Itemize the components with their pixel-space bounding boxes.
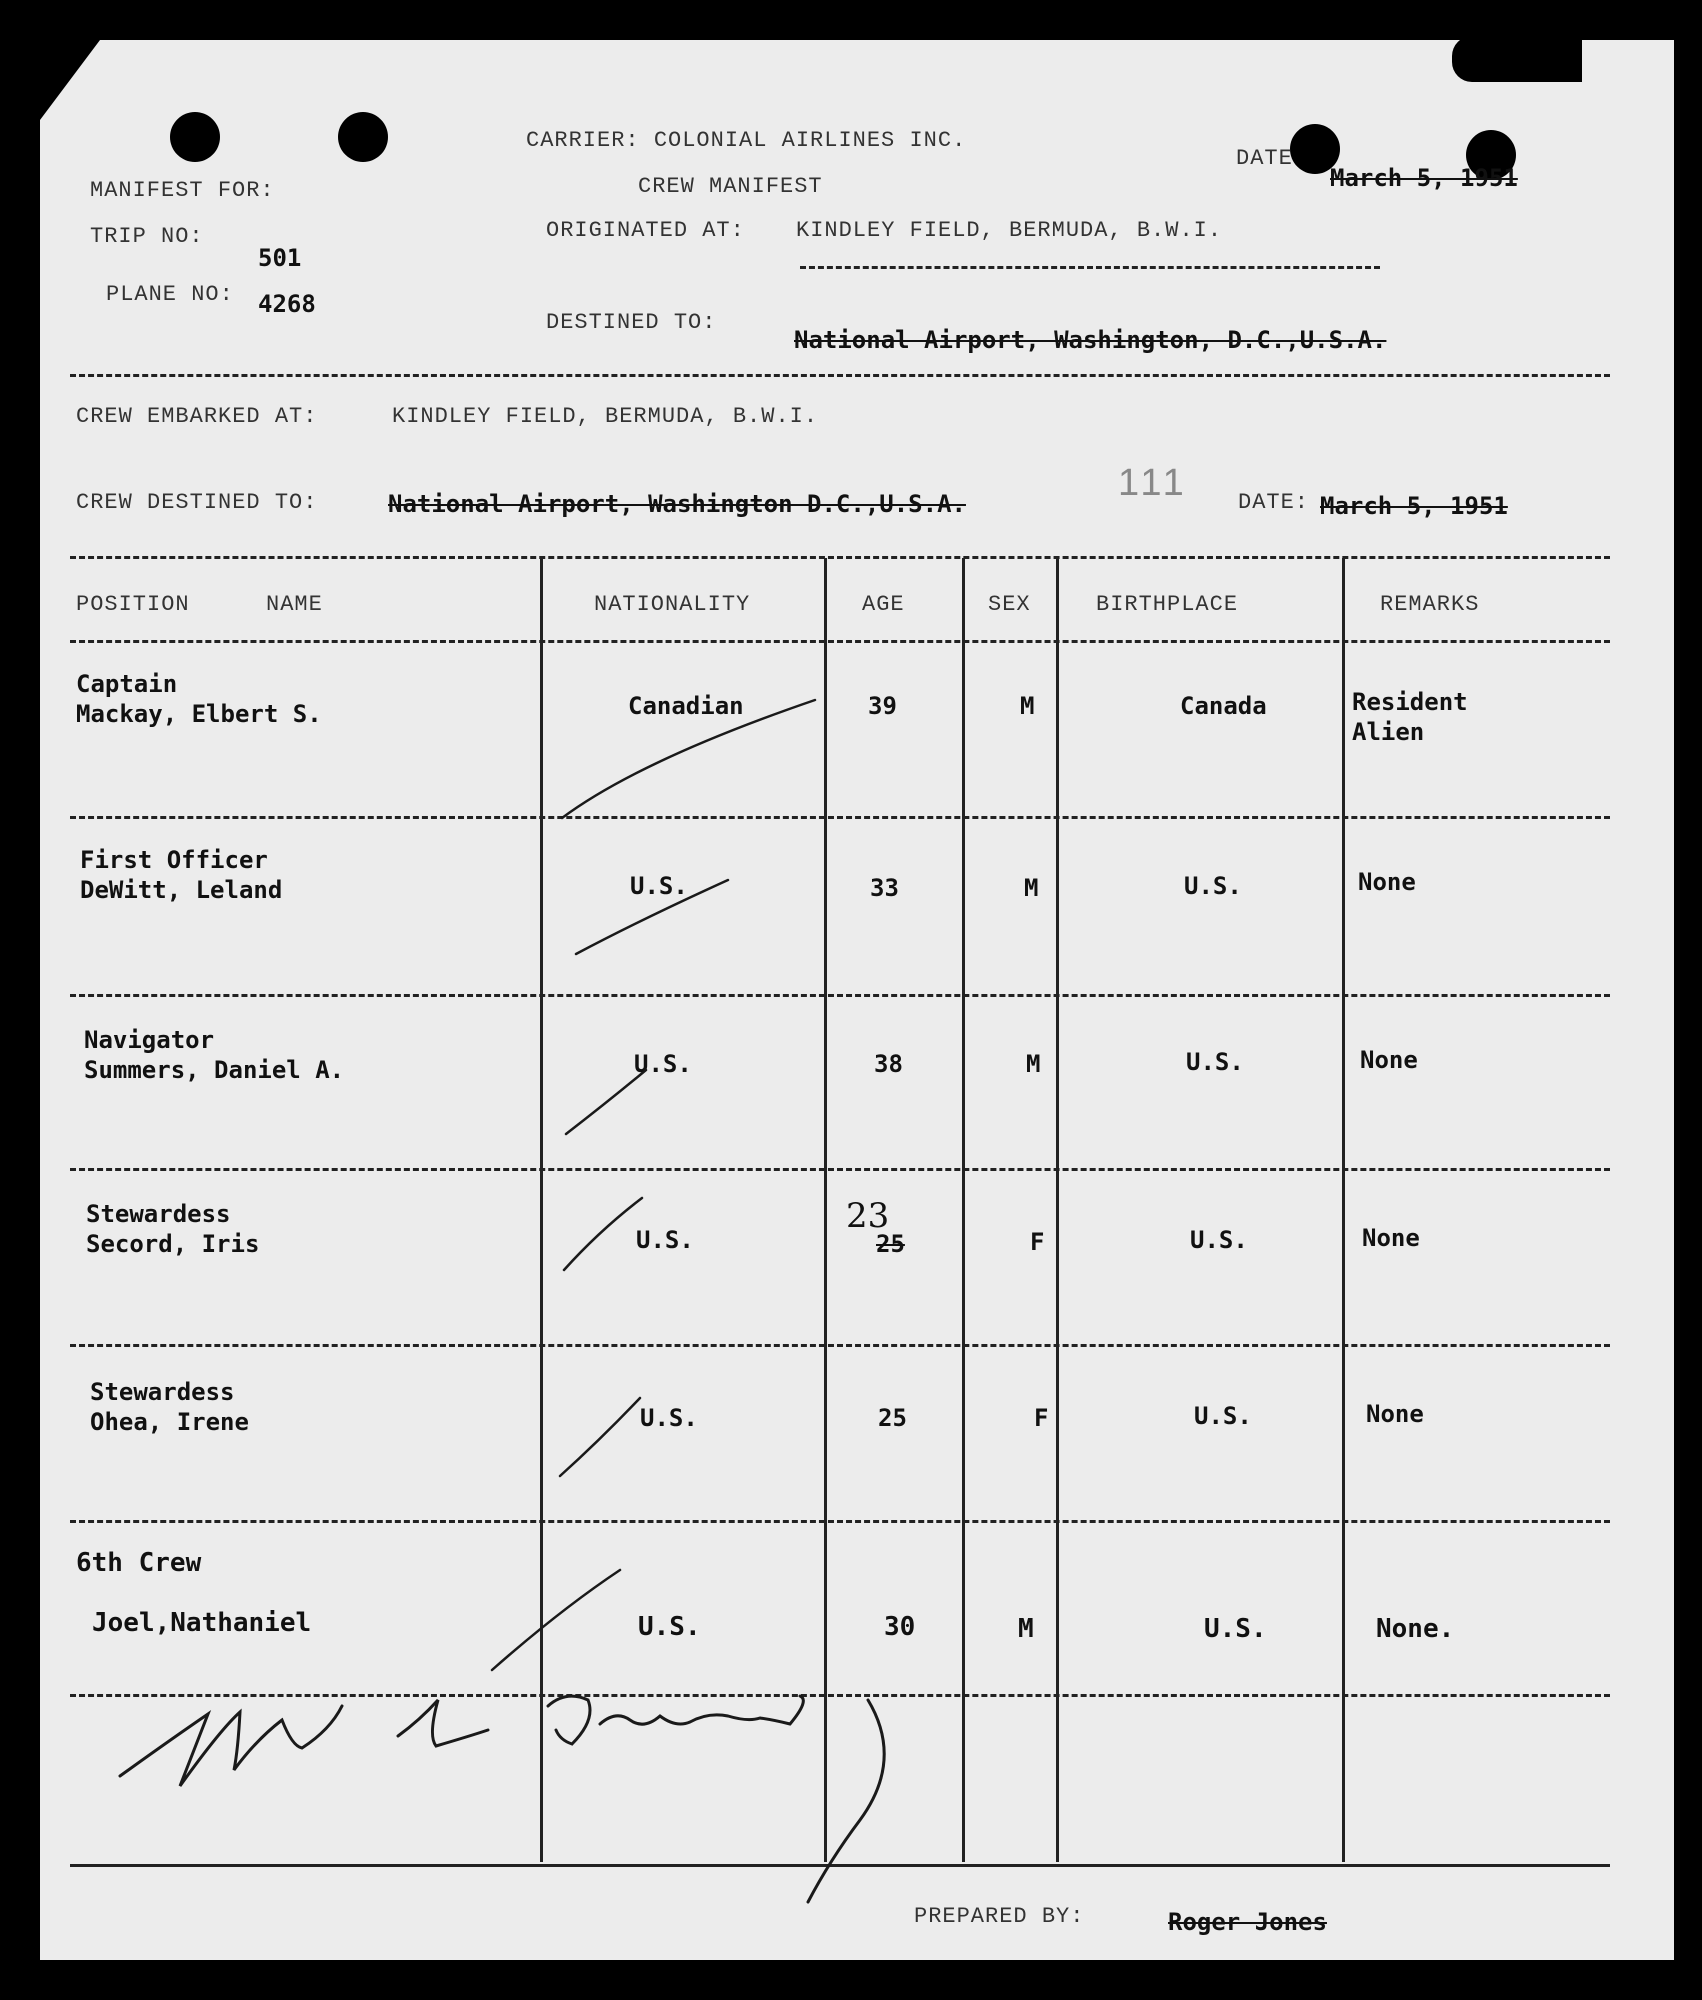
row-age: 25 [878, 1404, 907, 1432]
row-age-handwritten: 23 [846, 1196, 890, 1236]
manifest-for-label: MANIFEST FOR: [90, 178, 275, 203]
row-sex: M [1026, 1050, 1041, 1078]
row-remarks: None [1362, 1224, 1420, 1252]
plane-no-label: PLANE NO: [106, 282, 234, 307]
row-nationality: U.S. [636, 1226, 694, 1254]
carrier: CARRIER: COLONIAL AIRLINES INC. [526, 128, 967, 153]
crew-date-label: DATE: [1238, 490, 1310, 515]
destined-label: DESTINED TO: [546, 310, 717, 335]
row-nationality: U.S. [630, 872, 688, 900]
row-age: 39 [868, 692, 897, 720]
destined-value: National Airport, Washington, D.C.,U.S.A. [794, 326, 1387, 354]
row-remarks: None [1358, 868, 1416, 896]
prepared-by-value: Roger Jones [1168, 1908, 1327, 1936]
row-name: DeWitt, Leland [80, 876, 283, 904]
crew-destined-label: CREW DESTINED TO: [76, 490, 318, 515]
row-position: 6th Crew [76, 1548, 202, 1578]
crew-date-value: March 5, 1951 [1320, 492, 1508, 520]
check-mark [492, 1570, 620, 1670]
check-mark [576, 880, 728, 954]
row-sex: F [1034, 1404, 1049, 1432]
check-mark [564, 1198, 642, 1270]
row-name: Mackay, Elbert S. [76, 700, 322, 728]
originated-value: KINDLEY FIELD, BERMUDA, B.W.I. [796, 218, 1223, 243]
row-age: 38 [874, 1050, 903, 1078]
row-position: First Officer [80, 846, 268, 874]
row-nationality: Canadian [628, 692, 744, 720]
row-remarks: None [1366, 1400, 1424, 1428]
row-nationality: U.S. [640, 1404, 698, 1432]
signature [120, 1696, 803, 1786]
header-nationality: NATIONALITY [594, 592, 751, 617]
row-position: Navigator [84, 1026, 215, 1054]
check-mark [562, 700, 815, 818]
crew-destined-value: National Airport, Washington D.C.,U.S.A. [388, 490, 966, 518]
stamp-number: 111 [1118, 462, 1188, 504]
row-name: Summers, Daniel A. [84, 1056, 345, 1084]
crew-embarked-label: CREW EMBARKED AT: [76, 404, 318, 429]
signature-flourish [808, 1700, 884, 1902]
trip-no-value: 501 [258, 244, 302, 272]
row-sex: M [1020, 692, 1035, 720]
row-birthplace: U.S. [1190, 1226, 1248, 1254]
row-name: Ohea, Irene [90, 1408, 249, 1436]
row-age: 33 [870, 874, 899, 902]
header-age: AGE [862, 592, 905, 617]
trip-no-label: TRIP NO: [90, 224, 204, 249]
row-birthplace: U.S. [1186, 1048, 1244, 1076]
row-birthplace: U.S. [1184, 872, 1242, 900]
row-age-struck: 25 [876, 1230, 905, 1258]
check-mark [566, 1070, 646, 1134]
header-sex: SEX [988, 592, 1031, 617]
plane-no-value: 4268 [258, 290, 316, 318]
date-label: DATE [1236, 146, 1293, 171]
row-remarks: Resident [1352, 688, 1468, 716]
header-name: NAME [266, 592, 323, 617]
row-sex: M [1024, 874, 1039, 902]
originated-label: ORIGINATED AT: [546, 218, 745, 243]
header-position: POSITION [76, 592, 190, 617]
row-birthplace: U.S. [1204, 1614, 1267, 1644]
prepared-by-label: PREPARED BY: [914, 1904, 1085, 1929]
check-mark [560, 1398, 640, 1476]
row-position: Stewardess [90, 1378, 235, 1406]
row-name: Secord, Iris [86, 1230, 260, 1258]
row-position: Stewardess [86, 1200, 231, 1228]
header-remarks: REMARKS [1380, 592, 1480, 617]
row-nationality: U.S. [634, 1050, 692, 1078]
header-birthplace: BIRTHPLACE [1096, 592, 1239, 617]
row-name: Joel,Nathaniel [92, 1608, 312, 1638]
date-value: March 5, 1951 [1330, 164, 1518, 192]
row-nationality: U.S. [638, 1612, 701, 1642]
document-title: CREW MANIFEST [638, 174, 823, 199]
row-remarks: None [1360, 1046, 1418, 1074]
row-position: Captain [76, 670, 178, 698]
row-age: 30 [884, 1612, 916, 1642]
row-sex: M [1018, 1614, 1034, 1644]
crew-embarked-value: KINDLEY FIELD, BERMUDA, B.W.I. [392, 404, 819, 429]
row-remarks: None. [1376, 1614, 1455, 1644]
row-sex: F [1030, 1228, 1045, 1256]
row-birthplace: Canada [1180, 692, 1267, 720]
row-birthplace: U.S. [1194, 1402, 1252, 1430]
row-remarks-line2: Alien [1352, 718, 1425, 746]
